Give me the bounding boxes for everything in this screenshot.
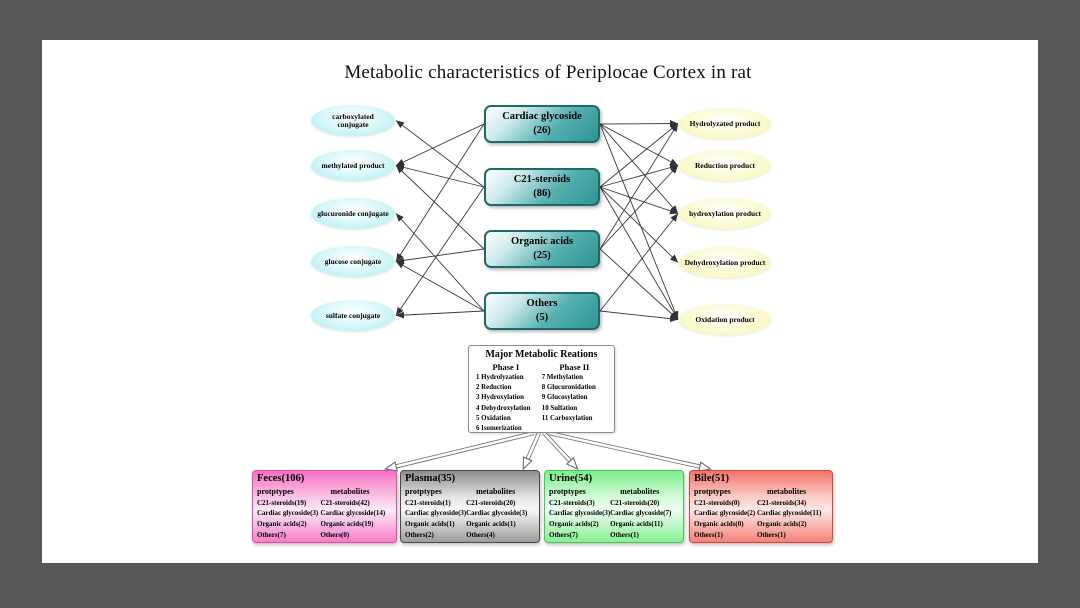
prototypes-header: protptypes: [694, 486, 731, 496]
phase1-item: 4 Dehydroxylation: [476, 404, 531, 412]
prototype-cell: Organic acids(2): [549, 520, 599, 528]
ellipse-label: carboxylated conjugate: [332, 111, 374, 129]
ellipse-methylated-product: [311, 150, 395, 181]
ellipse-label: glucose conjugate: [324, 256, 382, 266]
matrix-title: Bile(51): [694, 473, 729, 484]
prototype-cell: C21-steroids(19): [257, 498, 307, 507]
ellipse-glucose-conjugate: [311, 246, 395, 277]
metabolite-cell: Cardiac glycoside(3): [466, 509, 528, 518]
prototype-cell: Organic acids(2): [257, 520, 307, 528]
ellipse-label: hydroxylation product: [688, 208, 762, 218]
ellipse-label: glucuronide conjugate: [317, 208, 389, 218]
reactions-legend-box: [468, 345, 615, 433]
figure-title: Metabolic characteristics of Periplocae Cortex in rat: [344, 62, 752, 83]
metabolite-cell: Cardiac glycoside(11): [756, 509, 822, 518]
matrix-box-plasma: [400, 470, 540, 543]
metabolite-cell: Organic acids(19): [320, 520, 374, 528]
ellipse-reduction-product: [679, 150, 771, 181]
ellipse-dehydroxylation-product: [679, 247, 771, 278]
box-label: C21-steroids: [513, 174, 571, 186]
prototypes-header: protptypes: [549, 486, 586, 496]
matrix-grid: [694, 486, 828, 541]
matrix-grid: [257, 486, 392, 541]
prototype-cell: Others(7): [549, 530, 578, 539]
phase1-item: 1 Hydrolyzation: [476, 373, 524, 381]
matrix-grid: [549, 486, 679, 541]
metabolite-cell: Others(4): [466, 530, 495, 539]
metabolites-header: metabolites: [620, 486, 660, 496]
ellipse-label: methylated product: [321, 160, 385, 170]
box-c21-steroids: [484, 168, 600, 206]
metabolites-header: metabolites: [766, 486, 807, 496]
box-count: (86): [533, 188, 551, 199]
phase1-item: 5 Oxidation: [476, 414, 511, 422]
prototypes-header: protptypes: [257, 486, 294, 496]
phase2-item: 10 Sulfation: [541, 404, 578, 412]
metabolite-cell: Others(0): [320, 530, 350, 539]
metabolite-cell: C21-steroids(34): [756, 498, 807, 507]
metabolite-cell: Cardiac glycoside(7): [610, 509, 672, 518]
metabolite-cell: Others(1): [610, 530, 639, 539]
reactions-legend-grid: [473, 362, 610, 435]
metabolite-cell: C21-steroids(20): [466, 498, 516, 507]
reactions-legend-title: Major Metabolic Reations: [485, 349, 598, 360]
ellipse-glucuronide-conjugate: [311, 198, 395, 229]
prototype-cell: Others(7): [257, 530, 286, 539]
prototype-cell: C21-steroids(1): [405, 498, 451, 507]
metabolites-header: metabolites: [330, 486, 370, 496]
prototype-cell: Cardiac glycoside(3): [257, 509, 319, 518]
matrix-title: Feces(106): [257, 473, 305, 484]
ellipse-label: Oxidation product: [695, 314, 755, 324]
box-count: (25): [533, 250, 551, 261]
matrix-title: Plasma(35): [405, 473, 456, 484]
phase2-item: 9 Glucosylation: [541, 394, 588, 402]
prototype-cell: Organic acids(1): [405, 520, 455, 528]
prototype-cell: Cardiac glycoside(3): [405, 509, 467, 518]
ellipse-label: sulfate conjugate: [325, 310, 381, 320]
box-label: Organic acids: [510, 236, 574, 248]
prototype-cell: C21-steroids(0): [694, 498, 740, 507]
phase1-list: [473, 373, 539, 435]
box-count: (5): [535, 312, 549, 323]
phase2-item: 8 Glucuronidation: [541, 383, 596, 391]
metabolite-cell: C21-steroids(42): [320, 498, 370, 507]
ellipse-label: Hydrolyzated product: [689, 118, 761, 128]
box-label: Others: [526, 298, 558, 310]
prototype-cell: Cardiac glycoside(3): [549, 509, 611, 518]
ellipse-carboxylated-conjugate: [311, 105, 395, 136]
prototypes-header: protptypes: [405, 486, 442, 496]
prototype-cell: Organic acids(0): [694, 520, 744, 528]
metabolite-cell: Cardiac glycoside(14): [320, 509, 386, 518]
metabolite-cell: Organic acids(11): [610, 520, 663, 528]
phase2-item: 7 Methylation: [541, 373, 583, 381]
box-organic-acids: [484, 230, 600, 268]
phase2-list: [539, 373, 610, 435]
ellipse-sulfate-conjugate: [311, 300, 395, 331]
metabolite-cell: C21-steroids(20): [610, 498, 660, 507]
matrix-box-feces: [252, 470, 397, 543]
phase2-header: Phase II: [559, 361, 590, 372]
metabolite-cell: Organic acids(2): [756, 520, 807, 528]
metabolite-cell: Others(1): [756, 530, 786, 539]
phase2-item: 11 Carboxylation: [541, 414, 593, 422]
metabolite-cell: Organic acids(1): [466, 520, 516, 528]
box-others: [484, 292, 600, 330]
box-cardiac-glycoside: [484, 105, 600, 143]
phase1-item: 2 Reduction: [476, 383, 512, 391]
ellipse-label: Dehydroxylation product: [684, 257, 766, 267]
prototype-cell: C21-steroids(3): [549, 498, 595, 507]
prototype-cell: Others(1): [694, 530, 723, 539]
box-count: (26): [533, 125, 551, 136]
ellipse-label: Reduction product: [694, 160, 756, 170]
box-label: Cardiac glycoside: [502, 111, 582, 123]
phase1-item: 3 Hydroxylation: [476, 394, 524, 402]
prototype-cell: Others(2): [405, 530, 434, 539]
ellipse-hydrolyzated-product: [679, 108, 771, 139]
metabolites-header: metabolites: [476, 486, 516, 496]
matrix-grid: [405, 486, 535, 541]
matrix-title: Urine(54): [549, 473, 593, 484]
ellipse-hydroxylation-product: [679, 198, 771, 229]
phase1-item: 6 Isomerization: [476, 425, 522, 433]
ellipse-oxidation-product: [679, 304, 771, 335]
matrix-box-urine: [544, 470, 684, 543]
phase1-header: Phase I: [492, 361, 520, 372]
prototype-cell: Cardiac glycoside(2): [694, 509, 756, 518]
matrix-box-bile: [689, 470, 833, 543]
